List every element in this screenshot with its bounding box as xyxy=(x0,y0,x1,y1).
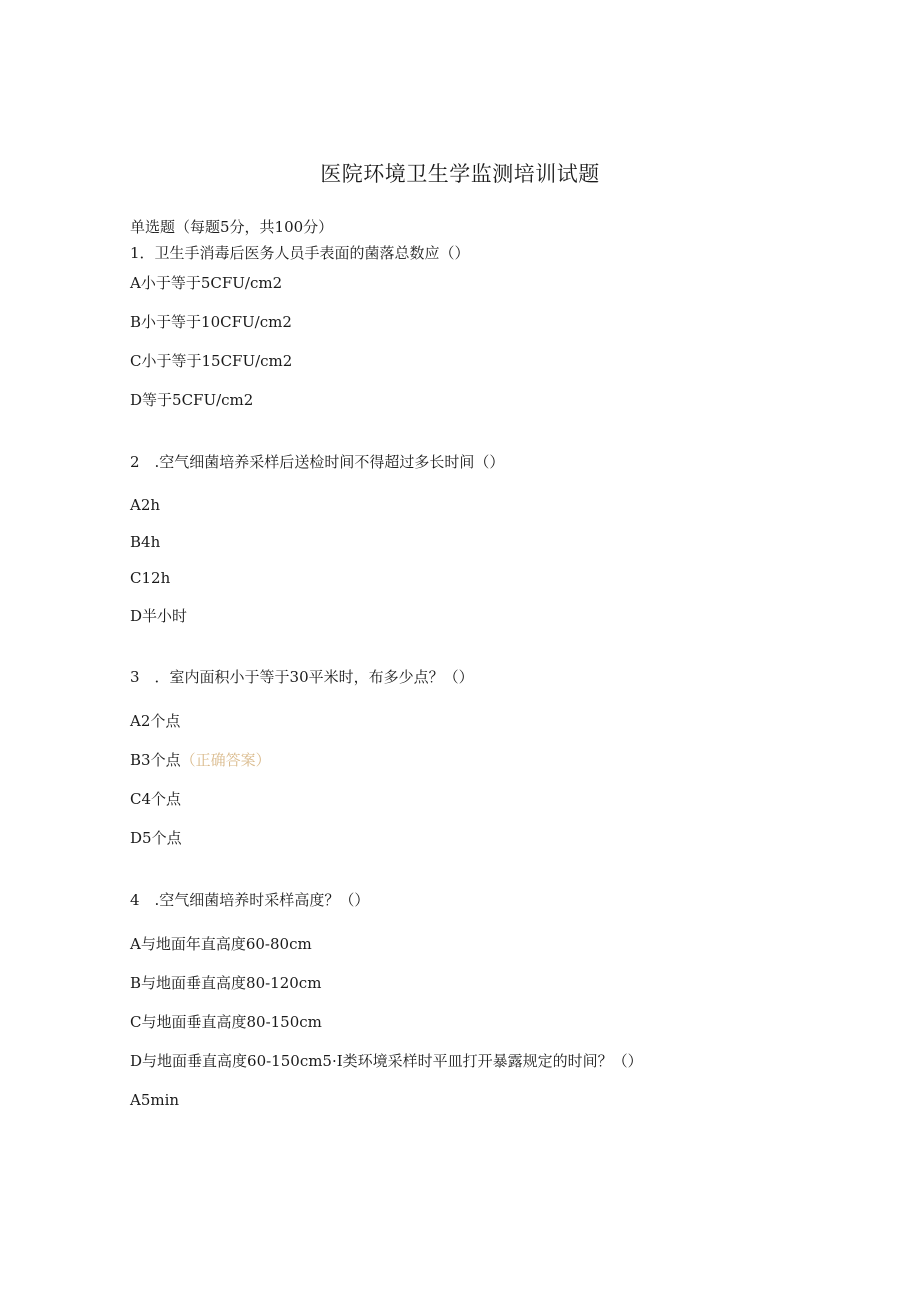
question-3-option-d: D5个点 xyxy=(130,829,182,847)
page-title: 医院环境卫生学监测培训试题 xyxy=(320,162,600,186)
question-4-option-a: A与地面年直高度60-80cm xyxy=(130,935,312,953)
question-3-text: 3 ．室内面积小于等于30平米时，布多少点？（） xyxy=(130,668,474,686)
question-4-option-b: B与地面垂直高度80-120cm xyxy=(130,974,322,992)
question-2-option-c: C12h xyxy=(130,569,171,587)
correct-answer-note: （正确答案） xyxy=(180,751,271,769)
question-3-option-b xyxy=(130,750,271,770)
question-3-option-b-label: B3个点 xyxy=(130,751,181,769)
question-5-option-a: A5min xyxy=(130,1091,180,1109)
question-2-option-d: D半小时 xyxy=(130,607,188,625)
question-2-option-a: A2h xyxy=(130,496,161,514)
question-4-text: 4 .空气细菌培养时采样高度？（） xyxy=(130,891,370,909)
section-heading: 单选题（每题5分，共100分） xyxy=(130,218,334,236)
question-1-option-a: A小于等于5CFU/cm2 xyxy=(130,274,283,292)
question-2-text: 2 .空气细菌培养采样后送检时间不得超过多长时间（） xyxy=(130,453,505,471)
question-3-option-c: C4个点 xyxy=(130,790,182,808)
question-1-text: 1．卫生手消毒后医务人员手表面的菌落总数应（） xyxy=(130,244,470,262)
question-1-option-c: C小于等于15CFU/cm2 xyxy=(130,352,293,370)
question-3-option-a: A2个点 xyxy=(130,712,181,730)
question-1-option-b: B小于等于10CFU/cm2 xyxy=(130,313,292,331)
question-4-option-d: D与地面垂直高度60-150cm5·I类环境采样时平皿打开暴露规定的时间？（） xyxy=(130,1052,643,1070)
question-2-option-b: B4h xyxy=(130,533,161,551)
question-4-option-c: C与地面垂直高度80-150cm xyxy=(130,1013,322,1031)
question-1-option-d: D等于5CFU/cm2 xyxy=(130,391,254,409)
